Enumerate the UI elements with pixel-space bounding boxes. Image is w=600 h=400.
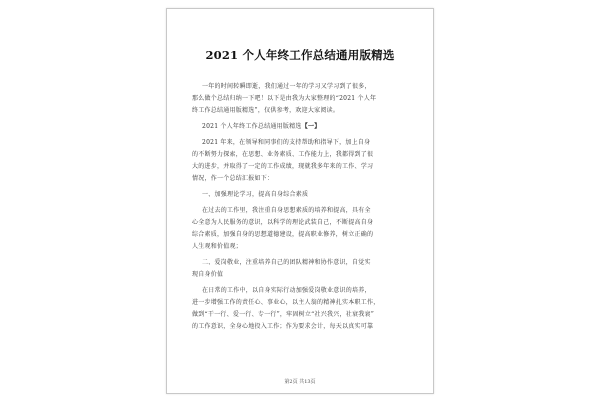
subheading: 一、加强理论学习，提高自身综合素质 xyxy=(202,191,309,198)
subheading: 现自身价值 xyxy=(192,271,224,278)
paragraph-line: 心全意为人民服务的意识，以科学的理论武装自己，不断提高自身 xyxy=(192,219,374,226)
paragraph-line: 综合素质，加强自身的思想道德建设，提高职业修养，树立正确的 xyxy=(192,231,374,238)
subheading: 二、爱岗敬业，注重培养自己的团队精神和协作意识，自觉实 xyxy=(202,259,371,266)
paragraph-line: 进一步增强工作的责任心、事业心，以主人翁的精神扎实本职工作， xyxy=(192,299,380,306)
paragraph-line: 2021 年来，在领导和同事们的支持帮助和指导下，加上自身 xyxy=(202,139,371,146)
paragraph-line: 人生观和价值观； xyxy=(192,243,243,250)
paragraph-line: 终工作总结通用版精选”，仅供参考，欢迎大家阅读。 xyxy=(192,107,340,114)
section-heading xyxy=(192,121,408,133)
paragraph-line: 一年的时间转瞬即逝，我们通过一年的学习又学习到了很多， xyxy=(202,83,371,90)
paragraph-line: 在日常的工作中，以自身实际行动加强爱岗敬业意识的培养， xyxy=(202,287,371,294)
page-footer: 第2页 共13页 xyxy=(284,379,316,385)
section-heading-text: 2021 个人年终工作总结通用版精选 xyxy=(202,123,302,130)
paragraph-line: 情况，作一个总结汇报如下： xyxy=(192,175,274,182)
paragraph-line: 的工作意识，全身心地投入工作；作为要求会计，每天以真实可靠 xyxy=(192,323,374,330)
paragraph-line: 那么做个总结归纳一下吧！以下是由我为大家整理的“2021 个人年 xyxy=(192,95,377,102)
paragraph-line: 的不断努力探索，在思想、业务素质、工作能力上，我都得到了很 xyxy=(192,151,374,158)
document-body xyxy=(192,81,408,333)
paragraph-line: 在过去的工作里，我注重自身思想素质的培养和提高，具有全 xyxy=(202,207,371,214)
section-marker: 【一】 xyxy=(301,123,321,130)
document-title: 2021 个人年终工作总结通用版精选 xyxy=(205,48,395,62)
document-page xyxy=(166,8,434,394)
paragraph-line: 大的进步，并取得了一定的工作成绩，现就我多年来的工作、学习 xyxy=(192,163,374,170)
paragraph-line: 做到“干一行、爱一行、专一行”，牢固树立“社兴我兴，社衰我衰” xyxy=(192,311,375,318)
